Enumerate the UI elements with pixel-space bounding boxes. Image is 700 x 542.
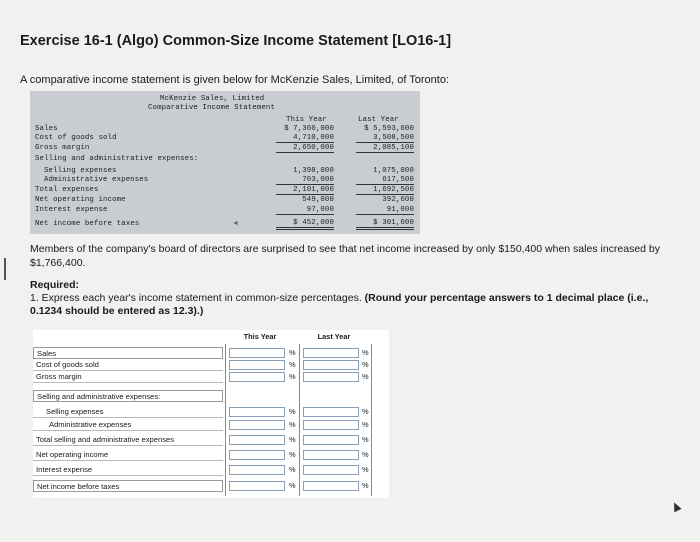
percent-sign: % [289, 420, 296, 429]
statement-row-label: Total expenses [35, 186, 99, 194]
input-this-net-operating[interactable] [229, 450, 285, 460]
statement-row-this: $ 452,000 [276, 219, 334, 230]
percent-sign: % [362, 450, 369, 459]
statement-row-label: Interest expense [35, 206, 108, 214]
statement-row-last: 3,508,500 [356, 134, 414, 143]
input-last-net-operating[interactable] [303, 450, 359, 460]
statement-row-this: 1,398,000 [293, 167, 334, 175]
input-last-net-income[interactable] [303, 481, 359, 491]
answer-row-label: Interest expense [33, 464, 223, 476]
percent-sign: % [362, 407, 369, 416]
statement-row-label: Net income before taxes [35, 220, 140, 228]
answer-row-label: Cost of goods sold [33, 359, 223, 371]
intro-text: A comparative income statement is given below for McKenzie Sales, Limited, of Toronto: [20, 74, 450, 86]
members-text: Members of the company's board of directors are surprised to see that net income increased by only $150,400 when sales increased by $1,766,400. [30, 243, 661, 269]
percent-sign: % [289, 465, 296, 474]
answer-row-label: Net operating income [33, 449, 223, 461]
input-this-sales[interactable] [229, 348, 285, 358]
input-this-admin[interactable] [229, 420, 285, 430]
answer-col-last-header: Last Year [317, 332, 351, 341]
required-text [30, 292, 670, 318]
answer-table [33, 330, 389, 498]
percent-sign: % [362, 372, 369, 381]
statement-subtitle: Comparative Income Statement [148, 104, 275, 112]
input-this-gross-margin[interactable] [229, 372, 285, 382]
statement-row-label: Net operating income [35, 196, 126, 204]
input-this-selling[interactable] [229, 407, 285, 417]
percent-sign: % [362, 435, 369, 444]
statement-row-this: 97,000 [276, 206, 334, 215]
statement-row-last: $ 5,593,600 [364, 125, 414, 133]
statement-row-label: Gross margin [35, 144, 90, 152]
percent-sign: % [362, 420, 369, 429]
arrow-icon: ◄ [232, 220, 239, 227]
mouse-cursor-icon [670, 501, 681, 513]
percent-sign: % [289, 407, 296, 416]
input-last-selling[interactable] [303, 407, 359, 417]
page-title: Exercise 16-1 (Algo) Common-Size Income Statement [LO16-1] [20, 33, 452, 49]
percent-sign: % [289, 450, 296, 459]
input-this-net-income[interactable] [229, 481, 285, 491]
statement-row-this: 2,101,000 [276, 186, 334, 195]
statement-row-last: 1,692,500 [356, 186, 414, 195]
answer-row-label: Sales [33, 347, 223, 359]
input-last-total-sga[interactable] [303, 435, 359, 445]
input-last-admin[interactable] [303, 420, 359, 430]
income-statement-image [30, 91, 420, 234]
answer-row-label: Gross margin [33, 371, 223, 383]
column-divider [225, 344, 226, 496]
percent-sign: % [362, 360, 369, 369]
statement-row-last: 91,000 [356, 206, 414, 215]
statement-row-this: 703,000 [276, 176, 334, 185]
statement-row-label: Cost of goods sold [35, 134, 117, 142]
statement-row-label: Sales [35, 125, 58, 133]
percent-sign: % [289, 435, 296, 444]
statement-row-last: 2,085,100 [356, 144, 414, 153]
statement-row-last: 392,600 [382, 196, 414, 204]
percent-sign: % [289, 372, 296, 381]
statement-row-this: $ 7,360,000 [284, 125, 334, 133]
margin-marker [4, 258, 6, 280]
required-instruction: 1. Express each year's income statement in common-size percentages. [30, 292, 365, 304]
input-last-sales[interactable] [303, 348, 359, 358]
statement-row-this: 2,650,000 [276, 144, 334, 153]
input-last-cogs[interactable] [303, 360, 359, 370]
input-this-interest[interactable] [229, 465, 285, 475]
statement-row-this: 4,710,000 [276, 134, 334, 143]
statement-company: McKenzie Sales, Limited [160, 95, 265, 103]
percent-sign: % [289, 348, 296, 357]
percent-sign: % [362, 348, 369, 357]
answer-row-label: Selling and administrative expenses: [33, 390, 223, 402]
statement-col-this: This Year [286, 116, 327, 124]
statement-row-last: 617,500 [356, 176, 414, 185]
input-this-total-sga[interactable] [229, 435, 285, 445]
percent-sign: % [362, 465, 369, 474]
input-this-cogs[interactable] [229, 360, 285, 370]
percent-sign: % [289, 360, 296, 369]
answer-row-label: Selling expenses [33, 406, 223, 418]
statement-row-label: Administrative expenses [44, 176, 149, 184]
answer-row-label: Total selling and administrative expenses [33, 434, 223, 446]
statement-row-label: Selling expenses [44, 167, 117, 175]
answer-row-label: Net income before taxes [33, 480, 223, 492]
column-divider [299, 344, 300, 496]
answer-col-this-header: This Year [243, 332, 277, 341]
required-heading: Required: [30, 279, 80, 291]
input-last-interest[interactable] [303, 465, 359, 475]
answer-row-label: Administrative expenses [33, 419, 223, 431]
statement-row-label: Selling and administrative expenses: [35, 155, 199, 163]
column-divider [371, 344, 372, 496]
statement-row-last: $ 301,600 [356, 219, 414, 230]
statement-row-this: 549,000 [302, 196, 334, 204]
percent-sign: % [289, 481, 296, 490]
statement-col-last: Last Year [358, 116, 399, 124]
percent-sign: % [362, 481, 369, 490]
input-last-gross-margin[interactable] [303, 372, 359, 382]
statement-row-last: 1,075,000 [373, 167, 414, 175]
required-rounding-note: (Round your percentage answers to 1 decimal place (i.e., 0.1234 should be entered as 12.3).) [30, 292, 649, 317]
